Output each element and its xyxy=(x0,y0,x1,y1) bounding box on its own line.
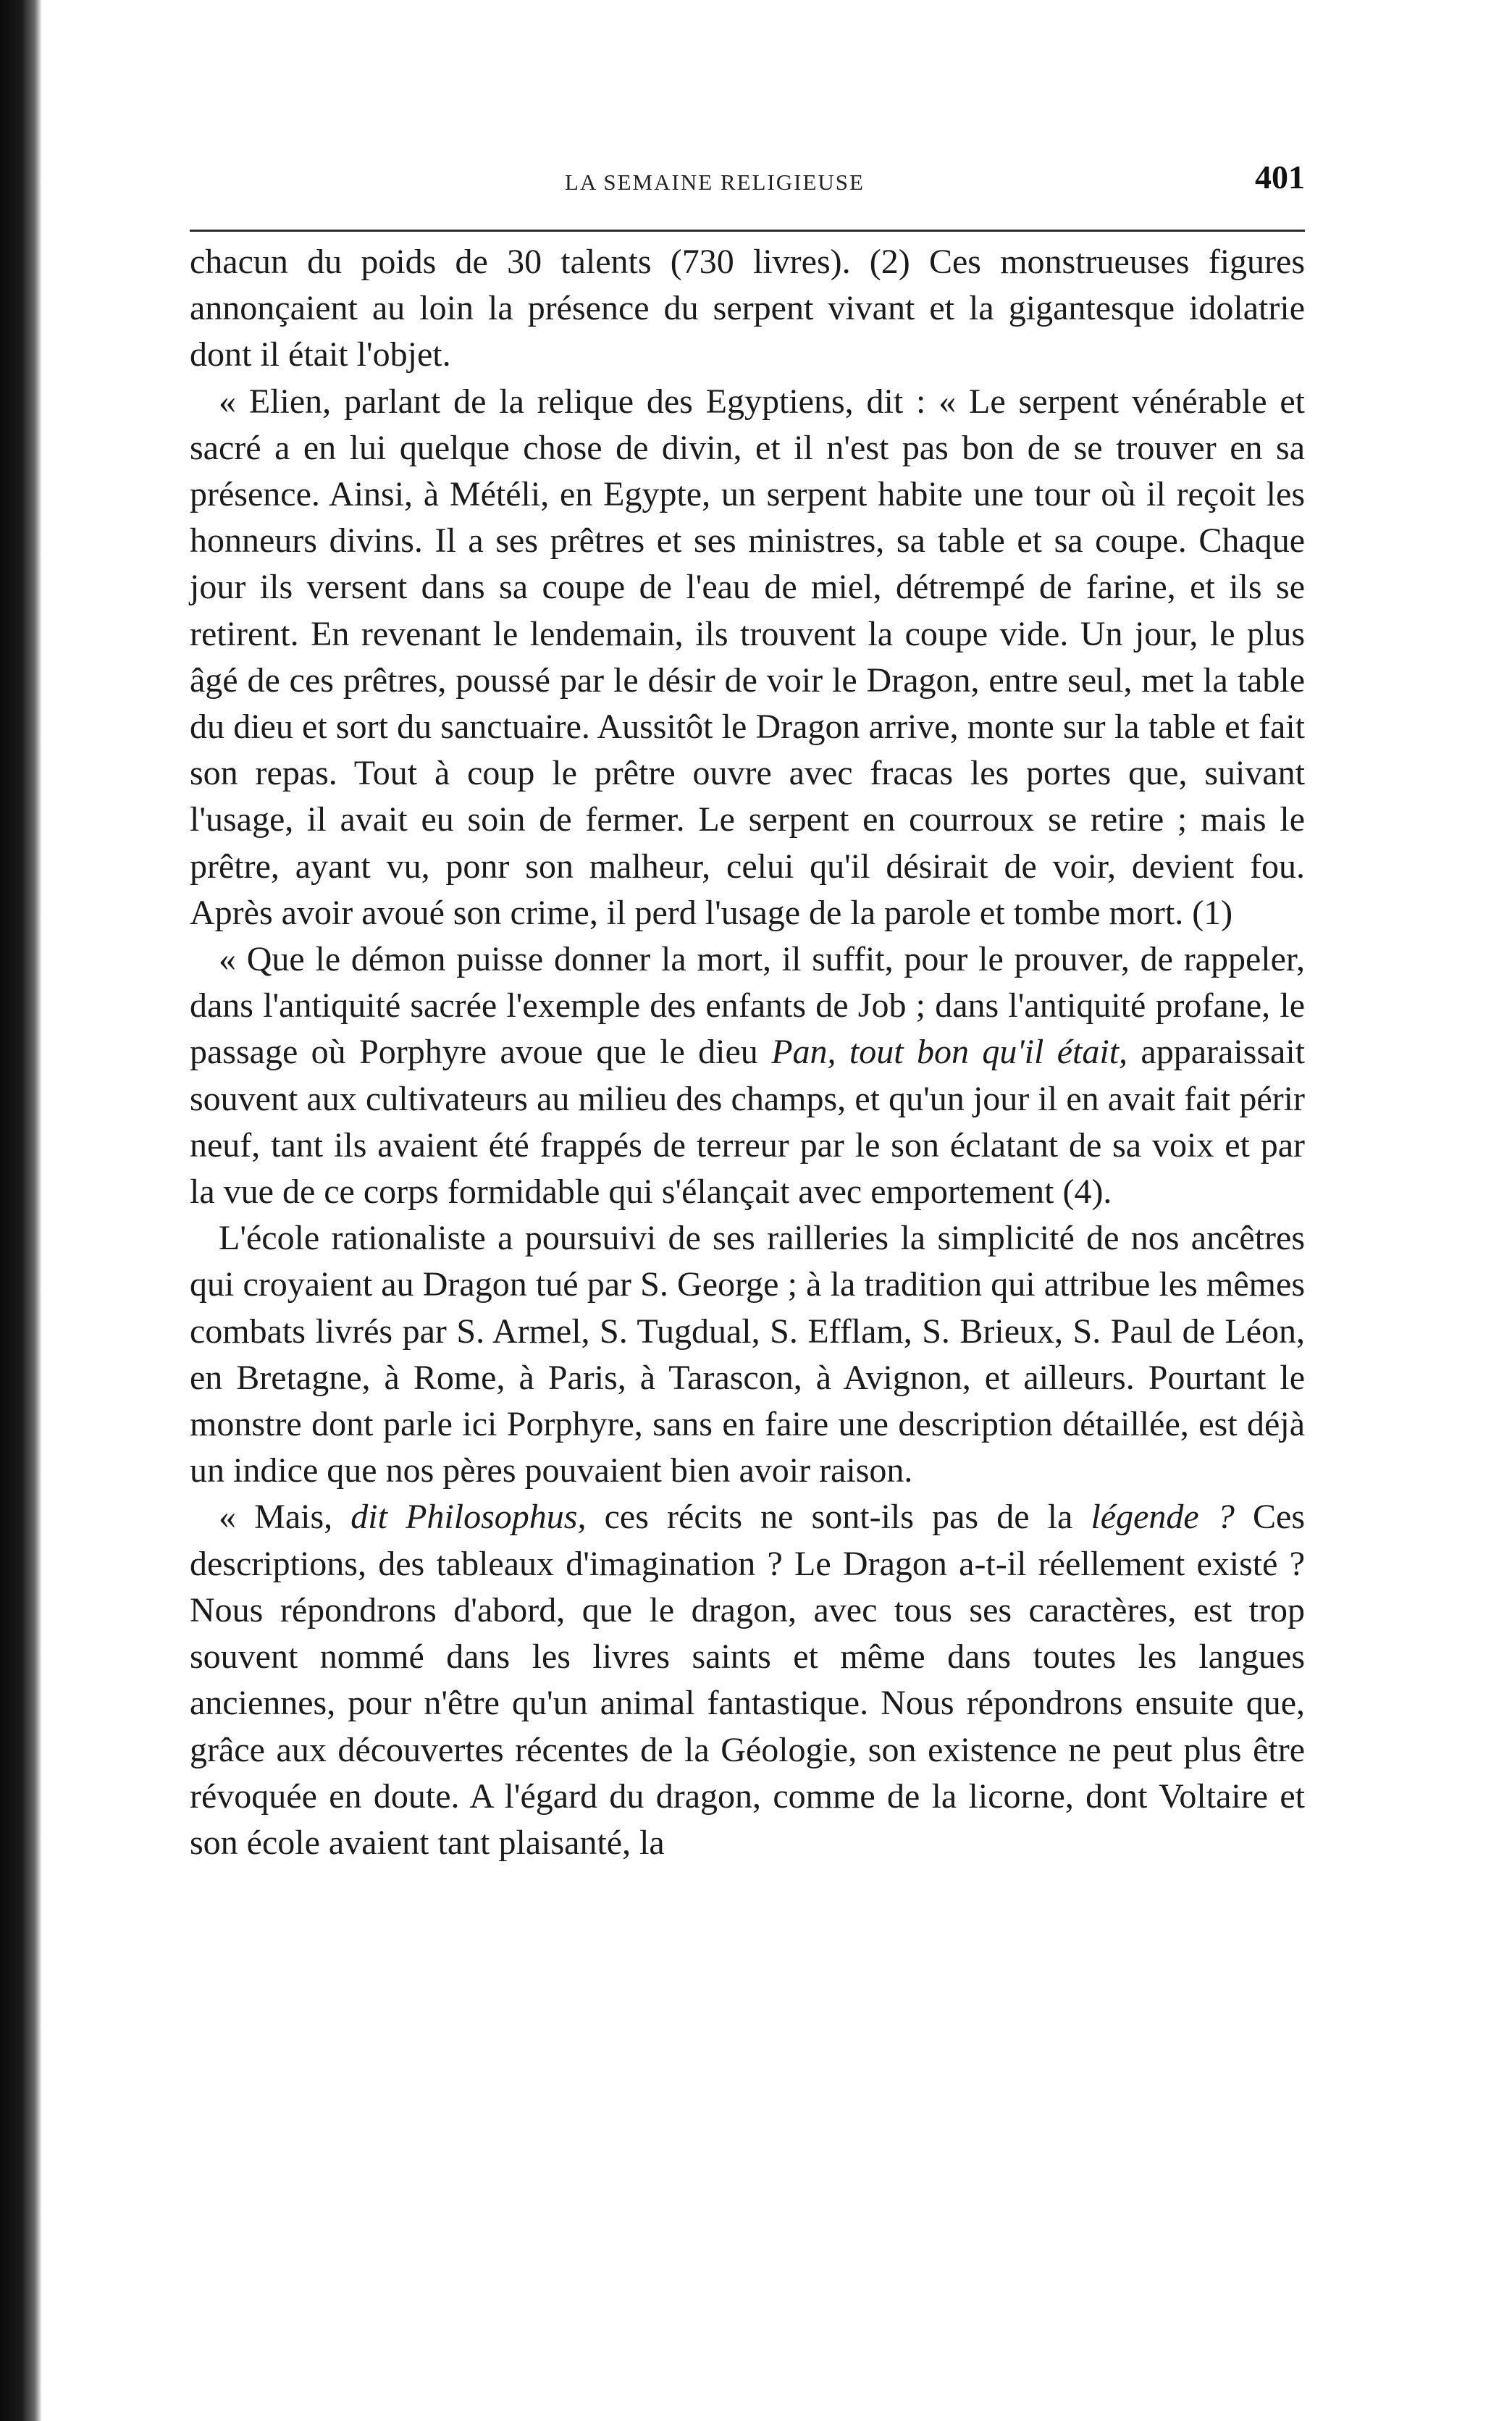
paragraph-3-italic: Pan, tout bon qu'il était, xyxy=(771,1033,1128,1072)
paragraph-2: « Elien, parlant de la relique des Egyptiens, dit : « Le serpent vénérable et sacré a en lui quelque chose de divin, et il n'est pas bon de se trouver en sa présence. Ainsi, à Météli, en Egypte, un serpent habite une tour où il reçoit les honneurs divins. Il a ses prêtres et ses ministres, sa table et sa coupe. Chaque jour ils versent dans sa coupe de l'eau de miel, détrempé de farine, et ils se retirent. En revenant le lendemain, ils trouvent la coupe vide. Un jour, le plus âgé de ces prêtres, poussé par le désir de voir le Dragon, entre seul, met la table du dieu et sort du sanctuaire. Aussitôt le Dragon arrive, monte sur la table et fait son repas. Tout à coup le prêtre ouvre avec fracas les portes que, suivant l'usage, il avait eu soin de fermer. Le serpent en courroux se retire ; mais le prêtre, ayant vu, ponr son malheur, celui qu'il désirait de voir, devient fou. Après avoir avoué son crime, il perd l'usage de la parole et tombe mort. (1) xyxy=(190,382,1305,932)
header-rule xyxy=(190,230,1305,232)
paragraph-3-part-a: « Que le démon puisse donner la mort, il suffit, pour le prouver, de rappeler, dans l'antiquité sacrée l'exemple des enfants de Job ; dans l'antiquité profane, le passage où Porphyre avoue que le dieu xyxy=(190,940,1305,1072)
paragraph-5-part-c: Ces descriptions, des tableaux d'imagination ? Le Dragon a-t-il réellement existé ? Nous répondrons d'abord, que le dragon, avec tous ses caractères, est trop souvent nommé dans les livres saints et même dans toutes les langues anciennes, pour n'être qu'un animal fantastique. Nous répondrons ensuite que, grâce aux découvertes récentes de la Géologie, son existence ne peut plus être révoquée en doute. A l'égard du dragon, comme de la licorne, dont Voltaire et son école avaient tant plaisanté, la xyxy=(190,1498,1306,1862)
page-number: 401 xyxy=(1255,159,1305,196)
paragraph-5-part-a: « Mais, xyxy=(219,1498,351,1537)
paragraph-1: chacun du poids de 30 talents (730 livres). (2) Ces monstrueuses figures annonçaient au loin la présence du serpent vivant et la gigantesque idolatrie dont il était l'objet. xyxy=(190,243,1305,374)
page-binding-edge xyxy=(0,0,42,2421)
header-title: LA SEMAINE RELIGIEUSE xyxy=(565,169,865,195)
paragraph-4: L'école rationaliste a poursuivi de ses railleries la simplicité de nos ancêtres qui croyaient au Dragon tué par S. George ; à la tradition qui attribue les mêmes combats livrés par S. Armel, S. Tugdual, S. Efflam, S. Brieux, S. Paul de Léon, en Bretagne, à Rome, à Paris, à Tarascon, à Avignon, et ailleurs. Pourtant le monstre dont parle ici Porphyre, sans en faire une description détaillée, est déjà un indice que nos pères pouvaient bien avoir raison. xyxy=(190,1219,1305,1490)
paragraph-5-italic-a: dit Philosophus, xyxy=(350,1498,587,1537)
paragraph-3 xyxy=(190,936,1305,1215)
body-text xyxy=(190,239,1305,1866)
paragraph-3-part-b: apparaissait souvent aux cultivateurs au milieu des champs, et qu'un jour il en avait fait périr neuf, tant ils avaient été frappés de terreur par le son éclatant de sa voix et par la vue de ce corps formidable qui s'élançait avec emportement (4). xyxy=(190,1033,1305,1212)
paragraph-5-part-b: ces récits ne sont-ils pas de la xyxy=(586,1498,1091,1537)
running-header xyxy=(190,158,1305,209)
paragraph-5-italic-b: légende ? xyxy=(1091,1498,1235,1537)
paragraph-5 xyxy=(190,1494,1305,1866)
